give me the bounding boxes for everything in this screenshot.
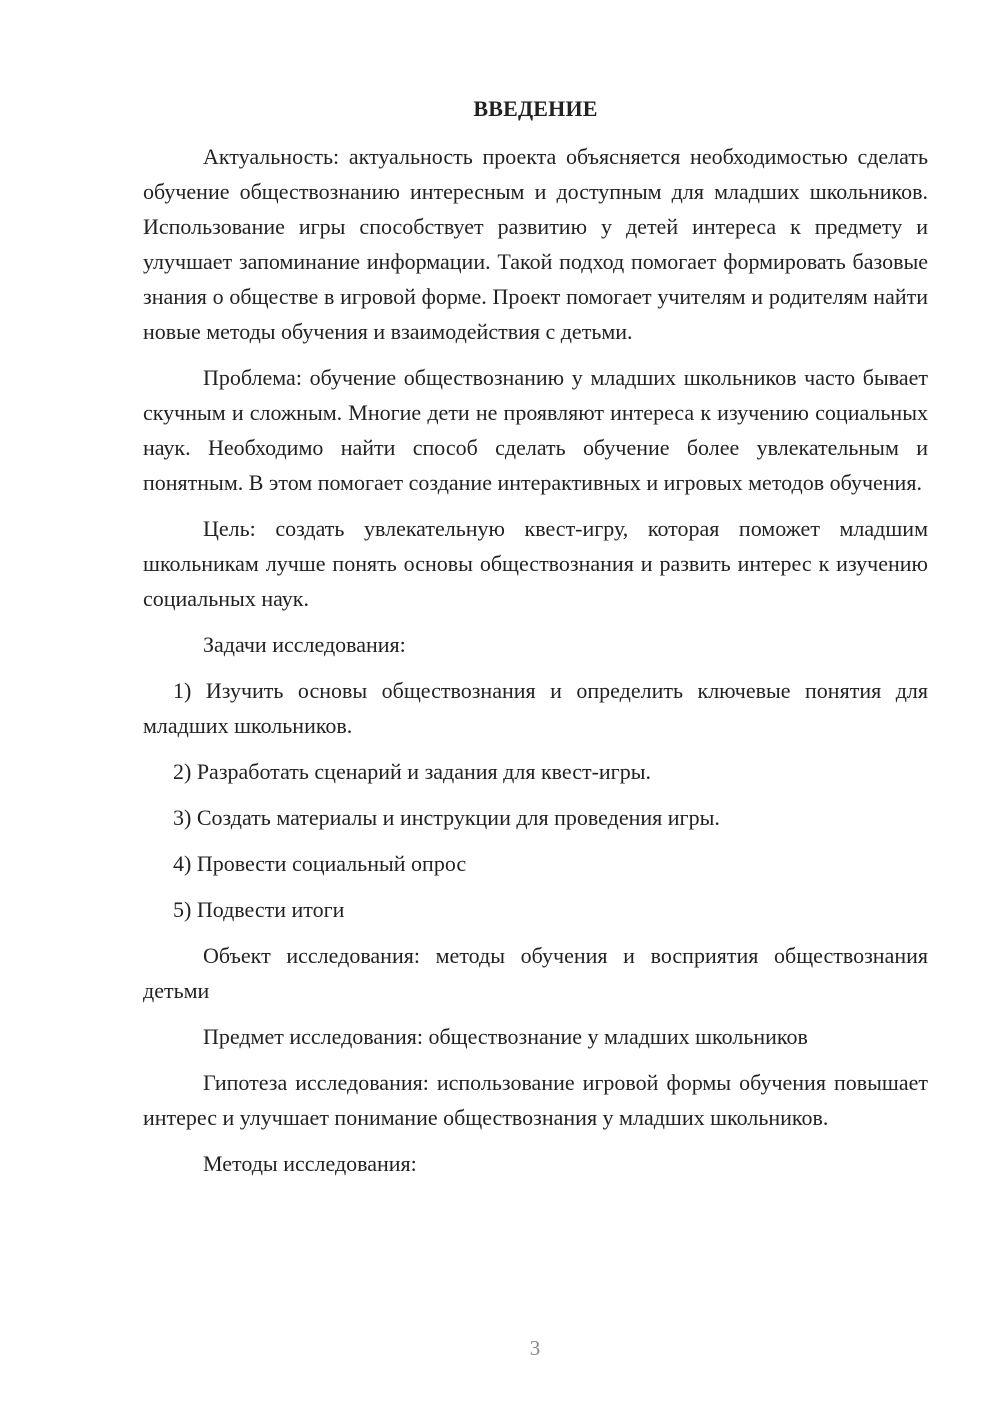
page-number: 3 bbox=[529, 1336, 541, 1360]
task-item: 1) Изучить основы обществознания и определить ключевые понятия для младших школьников. bbox=[143, 678, 928, 738]
methods-heading: Методы исследования: bbox=[203, 1151, 417, 1176]
relevance-paragraph: Актуальность: актуальность проекта объясняется необходимостью сделать обучение обществознанию интересным и доступным для младших школьников. Использование игры способствует развитию у детей интереса к предмету и улучшает запоминание информации. Такой подход помогает формировать базовые знания о обществе в игровой форме. Проект помогает учителям и родителям найти новые методы обучения и взаимодействия с детьми. bbox=[143, 144, 928, 344]
task-item: 3) Создать материалы и инструкции для проведения игры. bbox=[173, 805, 720, 830]
subject-paragraph: Предмет исследования: обществознание у младших школьников bbox=[203, 1024, 808, 1049]
hypothesis-paragraph: Гипотеза исследования: использование игровой формы обучения повышает интерес и улучшает понимание обществознания у младших школьников. bbox=[143, 1070, 928, 1130]
task-item: 5) Подвести итоги bbox=[173, 897, 345, 922]
object-paragraph: Объект исследования: методы обучения и восприятия обществознания детьми bbox=[143, 943, 928, 1003]
problem-paragraph: Проблема: обучение обществознанию у младших школьников часто бывает скучным и сложным. Многие дети не проявляют интереса к изучению социальных наук. Необходимо найти способ сделать обучение более увлекательным и понятным. В этом помогает создание интерактивных и игровых методов обучения. bbox=[143, 365, 928, 495]
tasks-heading: Задачи исследования: bbox=[203, 632, 406, 657]
page-title: ВВЕДЕНИЕ bbox=[473, 96, 598, 121]
task-item: 4) Провести социальный опрос bbox=[173, 851, 467, 876]
document-page bbox=[143, 92, 928, 1181]
task-item: 2) Разработать сценарий и задания для квест-игры. bbox=[173, 759, 651, 784]
goal-paragraph: Цель: создать увлекательную квест-игру, которая поможет младшим школьникам лучше понять основы обществознания и развить интерес к изучению социальных наук. bbox=[143, 516, 928, 611]
